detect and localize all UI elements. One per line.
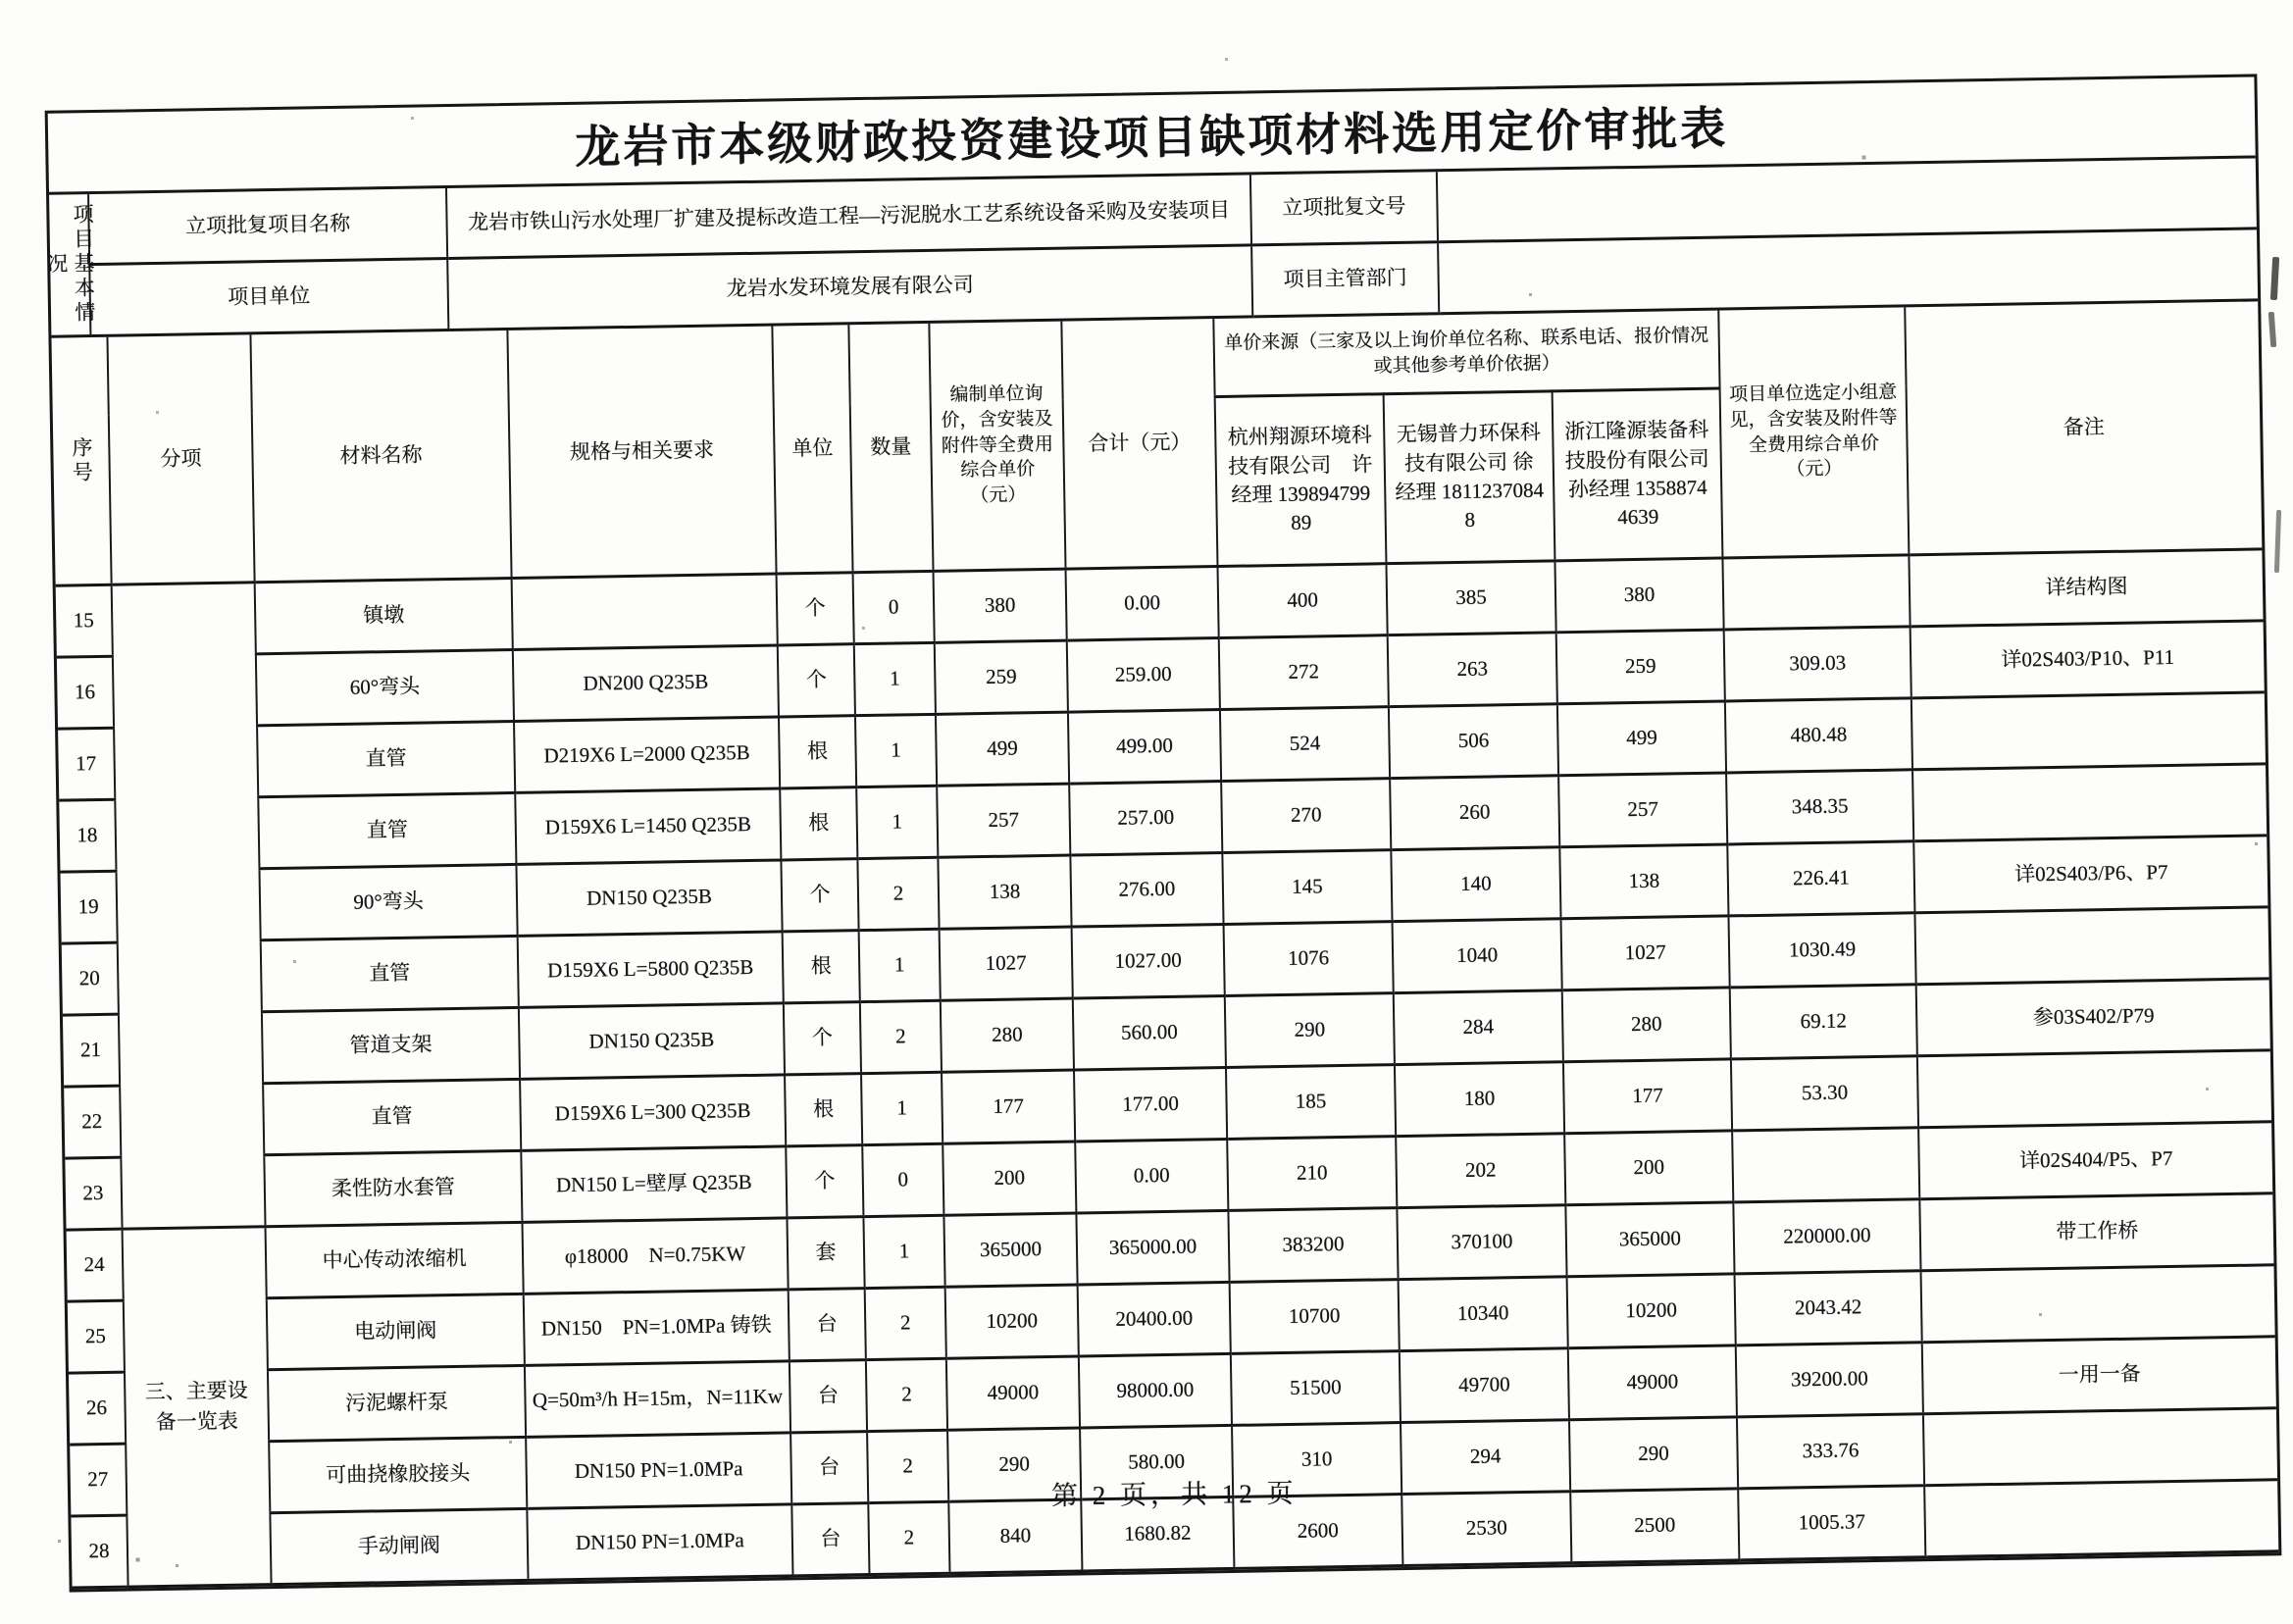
cell-spec [512, 574, 778, 649]
cell-spec: DN150 PN=1.0MPa [527, 1504, 792, 1580]
cell-unit: 根 [779, 716, 856, 788]
cell-quote-1: 383200 [1228, 1208, 1398, 1283]
cell-selected-price: 1030.49 [1728, 913, 1915, 988]
cell-total: 276.00 [1070, 853, 1223, 928]
cell-material: 柔性防水套管 [264, 1150, 522, 1226]
cell-total: 1027.00 [1072, 924, 1225, 998]
cell-remark [1917, 1050, 2271, 1128]
cell-selected-price: 309.03 [1724, 627, 1911, 701]
cell-material: 镇墩 [255, 578, 513, 653]
supplier-3-header: 浙江隆源装备科技股份有限公司 孙经理 13588744639 [1553, 388, 1723, 561]
approval-form-sheet [45, 74, 2282, 1592]
cell-quote-2: 2530 [1401, 1492, 1571, 1566]
cell-material: 可曲挠橡胶接头 [269, 1437, 527, 1512]
scan-edge-artifact [2274, 510, 2281, 573]
cell-quote-3: 1027 [1561, 916, 1730, 990]
cell-unit-price: 259 [935, 640, 1068, 714]
cell-unit: 个 [778, 644, 855, 717]
cell-qty: 0 [862, 1143, 943, 1216]
cell-unit-price: 200 [943, 1142, 1076, 1215]
cell-unit: 台 [791, 1503, 869, 1576]
cell-seq: 15 [56, 584, 113, 657]
cell-total: 98000.00 [1079, 1353, 1232, 1428]
cell-material: 直管 [261, 936, 519, 1011]
cell-unit-price: 365000 [943, 1213, 1077, 1287]
cell-unit: 套 [787, 1217, 864, 1290]
supplier-1-header: 杭州翔源环境科技有限公司 许经理 13989479989 [1215, 394, 1387, 567]
cell-quote-1: 145 [1222, 850, 1392, 925]
cell-quote-3: 365000 [1565, 1202, 1734, 1277]
cell-unit: 台 [789, 1289, 866, 1361]
col-header-qty: 数量 [848, 324, 933, 573]
cell-quote-2: 260 [1390, 776, 1559, 850]
col-header-material: 材料名称 [250, 330, 511, 583]
scan-speckles [0, 0, 1, 1]
scan-edge-artifact [2268, 312, 2276, 347]
cell-material: 手动闸阀 [270, 1508, 528, 1584]
cell-spec: DN150 Q235B [519, 1003, 785, 1079]
cell-qty: 2 [867, 1430, 948, 1502]
cell-material: 管道支架 [262, 1007, 520, 1083]
cell-remark: 一用一备 [1922, 1337, 2276, 1414]
cell-remark: 详02S404/P5、P7 [1918, 1122, 2272, 1199]
cell-section: 三、主要设备一览表 [123, 1227, 272, 1587]
cell-spec: DN150 PN=1.0MPa 铸铁 [524, 1290, 790, 1365]
cell-quote-1: 10700 [1230, 1280, 1400, 1354]
cell-total: 0.00 [1075, 1139, 1228, 1213]
cell-unit-price: 138 [938, 855, 1071, 929]
cell-qty: 1 [859, 929, 941, 1001]
cell-quote-1: 210 [1227, 1137, 1397, 1211]
cell-material: 中心传动浓缩机 [266, 1222, 524, 1297]
form-title: 龙岩市本级财政投资建设项目缺项材料选用定价审批表 [574, 103, 1729, 173]
cell-quote-1: 272 [1219, 635, 1389, 710]
cell-material: 90°弯头 [259, 864, 517, 939]
cell-unit: 台 [790, 1360, 867, 1433]
cell-selected-price [1732, 1128, 1919, 1202]
cell-remark: 详02S403/P6、P7 [1913, 836, 2268, 913]
cell-unit-price: 499 [936, 712, 1069, 786]
cell-unit: 个 [777, 573, 854, 645]
cell-quote-1: 524 [1220, 707, 1390, 782]
cell-quote-2: 506 [1389, 704, 1558, 779]
cell-selected-price: 1005.37 [1738, 1486, 1925, 1560]
project-unit-label: 项目单位 [89, 259, 448, 336]
cell-quote-1: 270 [1221, 779, 1391, 853]
cell-seq: 17 [58, 728, 115, 800]
cell-quote-2: 284 [1394, 990, 1563, 1065]
cell-qty: 2 [868, 1501, 949, 1574]
cell-quote-3: 138 [1559, 844, 1728, 919]
cell-quote-1: 400 [1217, 564, 1387, 638]
cell-unit-price: 49000 [946, 1356, 1080, 1430]
cell-quote-1: 1076 [1224, 922, 1394, 996]
cell-unit: 根 [783, 931, 860, 1003]
cell-total: 257.00 [1069, 782, 1222, 856]
cell-quote-1: 310 [1232, 1423, 1401, 1497]
cell-material: 电动闸阀 [267, 1294, 525, 1369]
cell-seq: 21 [63, 1014, 120, 1087]
cell-unit-price: 257 [937, 784, 1070, 857]
cell-unit: 根 [785, 1074, 862, 1146]
cell-selected-price: 2043.42 [1735, 1271, 1922, 1345]
cell-material: 污泥螺杆泵 [268, 1365, 526, 1441]
col-header-total: 合计（元） [1061, 319, 1217, 569]
cell-spec: DN150 Q235B [516, 860, 782, 936]
cell-seq: 26 [69, 1372, 126, 1445]
cell-unit-price: 840 [948, 1499, 1082, 1573]
cell-remark [1914, 907, 2268, 985]
cell-remark [1912, 764, 2267, 841]
cell-qty: 1 [854, 642, 936, 715]
cell-quote-2: 202 [1396, 1134, 1565, 1208]
cell-quote-1: 2600 [1233, 1495, 1402, 1569]
cell-qty: 2 [866, 1358, 947, 1431]
project-unit-value: 龙岩水发环境发展有限公司 [447, 245, 1252, 330]
cell-seq: 23 [65, 1157, 122, 1230]
cell-seq: 25 [68, 1300, 125, 1373]
cell-unit-price: 280 [941, 998, 1074, 1072]
cell-total: 1680.82 [1081, 1497, 1234, 1571]
col-header-spec: 规格与相关要求 [507, 327, 776, 579]
cell-total: 177.00 [1074, 1067, 1227, 1142]
cell-section [112, 583, 266, 1229]
info-side-label: 项目基本情况 [49, 194, 90, 336]
cell-remark: 详结构图 [1909, 549, 2263, 627]
cell-material: 直管 [258, 792, 516, 868]
cell-quote-3: 290 [1569, 1417, 1738, 1492]
cell-unit: 个 [784, 1002, 861, 1075]
cell-spec: DN150 PN=1.0MPa [526, 1433, 791, 1508]
cell-quote-2: 140 [1391, 847, 1560, 922]
cell-total: 580.00 [1080, 1425, 1233, 1499]
cell-selected-price: 220000.00 [1733, 1199, 1920, 1274]
cell-unit-price: 177 [942, 1070, 1075, 1143]
cell-spec: φ18000 N=0.75KW [522, 1218, 788, 1294]
cell-quote-2: 370100 [1397, 1205, 1566, 1280]
cell-spec: DN150 L=壁厚 Q235B [521, 1146, 787, 1222]
cell-spec: D159X6 L=1450 Q235B [515, 788, 781, 864]
approval-doc-no-value [1437, 158, 2257, 241]
cell-qty: 1 [861, 1072, 943, 1144]
col-header-seq: 序号 [51, 337, 111, 585]
cell-quote-2: 49700 [1400, 1348, 1569, 1423]
cell-material: 直管 [263, 1079, 521, 1154]
cell-remark: 带工作桥 [1919, 1193, 2273, 1271]
cell-unit: 个 [786, 1145, 863, 1218]
project-name-value: 龙岩市铁山污水处理厂扩建及提标改造工程—污泥脱水工艺系统设备采购及安装项目 [446, 175, 1251, 258]
cell-qty: 1 [856, 786, 938, 858]
cell-seq: 24 [67, 1229, 124, 1301]
col-header-price-source: 单价来源（三家及以上询价单位名称、联系电话、报价情况或其他参考单价依据） [1213, 311, 1719, 397]
cell-remark: 参03S402/P79 [1916, 979, 2270, 1056]
cell-spec: D159X6 L=300 Q235B [520, 1075, 786, 1150]
cell-quote-2: 263 [1388, 633, 1557, 707]
cell-spec: Q=50m³/h H=15m，N=11Kw [525, 1361, 790, 1437]
cell-seq: 19 [61, 871, 118, 943]
cell-spec: DN200 Q235B [513, 645, 779, 721]
cell-material: 直管 [257, 721, 515, 796]
cell-unit: 个 [781, 859, 858, 932]
cell-quote-3: 280 [1562, 988, 1731, 1062]
cell-selected-price: 348.35 [1726, 770, 1913, 844]
cell-seq: 22 [64, 1086, 121, 1158]
cell-qty: 1 [863, 1215, 944, 1288]
cell-remark [1921, 1265, 2275, 1343]
cell-quote-2: 1040 [1393, 919, 1562, 993]
competent-dept-value [1438, 228, 2258, 314]
cell-unit-price: 10200 [945, 1285, 1079, 1358]
cell-unit: 台 [790, 1432, 868, 1504]
cell-seq: 16 [57, 656, 114, 729]
cell-qty: 1 [855, 714, 937, 787]
supplier-2-header: 无锡普力环保科技有限公司 徐经理 18112370848 [1384, 391, 1555, 564]
cell-quote-2: 385 [1386, 561, 1555, 635]
cell-unit: 根 [780, 787, 857, 860]
cell-remark [1911, 692, 2266, 770]
cell-seq: 18 [59, 799, 116, 872]
col-header-unit-price: 编制单位询价，含安装及附件等全费用综合单价（元） [929, 322, 1065, 572]
cell-quote-1: 290 [1225, 993, 1395, 1068]
col-header-unit: 单位 [772, 325, 852, 574]
cell-selected-price: 39200.00 [1736, 1343, 1923, 1417]
cell-selected-price: 333.76 [1737, 1414, 1924, 1489]
main-table [51, 301, 2278, 1589]
cell-selected-price: 480.48 [1725, 698, 1912, 773]
cell-spec: D159X6 L=5800 Q235B [518, 932, 784, 1007]
cell-quote-3: 177 [1563, 1059, 1732, 1134]
cell-spec: D219X6 L=2000 Q235B [514, 717, 780, 792]
cell-total: 20400.00 [1078, 1282, 1231, 1356]
cell-quote-3: 49000 [1568, 1345, 1737, 1420]
col-header-selected-price: 项目单位选定小组意见，含安装及附件等全费用综合单价（元） [1718, 307, 1909, 558]
cell-unit-price: 380 [934, 569, 1067, 642]
cell-remark [1923, 1408, 2277, 1486]
project-name-label: 立项批复项目名称 [88, 188, 447, 265]
cell-material: 60°弯头 [256, 649, 514, 725]
cell-selected-price [1722, 555, 1910, 630]
cell-qty: 2 [865, 1287, 946, 1359]
cell-unit-price: 290 [947, 1428, 1081, 1501]
cell-quote-1: 51500 [1231, 1351, 1401, 1426]
cell-quote-1: 185 [1226, 1065, 1396, 1140]
cell-total: 365000.00 [1076, 1210, 1229, 1285]
col-header-section: 分项 [107, 334, 254, 584]
cell-quote-3: 259 [1556, 630, 1725, 704]
page-footer: 第 2 页，共 12 页 [1050, 1478, 1298, 1511]
cell-quote-2: 180 [1395, 1062, 1564, 1137]
cell-unit-price: 1027 [940, 927, 1073, 1000]
approval-doc-no-label: 立项批复文号 [1250, 172, 1438, 245]
cell-quote-2: 294 [1401, 1420, 1570, 1495]
cell-qty: 2 [860, 1000, 942, 1073]
cell-quote-3: 380 [1554, 558, 1723, 633]
cell-qty: 0 [853, 571, 935, 643]
cell-seq: 28 [71, 1515, 127, 1588]
cell-selected-price: 226.41 [1727, 841, 1914, 916]
cell-quote-2: 10340 [1399, 1277, 1568, 1351]
cell-total: 499.00 [1068, 710, 1221, 785]
cell-total: 259.00 [1067, 638, 1220, 713]
main-table-body [56, 549, 2279, 1588]
cell-remark [1924, 1480, 2278, 1557]
competent-dept-label: 项目主管部门 [1251, 242, 1439, 317]
cell-selected-price: 69.12 [1730, 985, 1917, 1059]
col-header-remark: 备注 [1905, 301, 2262, 554]
cell-total: 560.00 [1073, 995, 1226, 1070]
cell-remark: 详02S403/P10、P11 [1911, 621, 2265, 698]
cell-total: 0.00 [1066, 567, 1219, 641]
cell-seq: 27 [70, 1444, 127, 1516]
cell-seq: 20 [62, 942, 119, 1015]
cell-quote-3: 10200 [1567, 1274, 1736, 1348]
cell-selected-price: 53.30 [1731, 1056, 1918, 1131]
cell-quote-3: 499 [1557, 701, 1726, 776]
cell-qty: 2 [857, 857, 939, 930]
cell-quote-3: 200 [1564, 1131, 1733, 1205]
scan-edge-artifact [2270, 257, 2279, 300]
cell-quote-3: 257 [1558, 773, 1727, 847]
cell-quote-3: 2500 [1570, 1489, 1739, 1563]
